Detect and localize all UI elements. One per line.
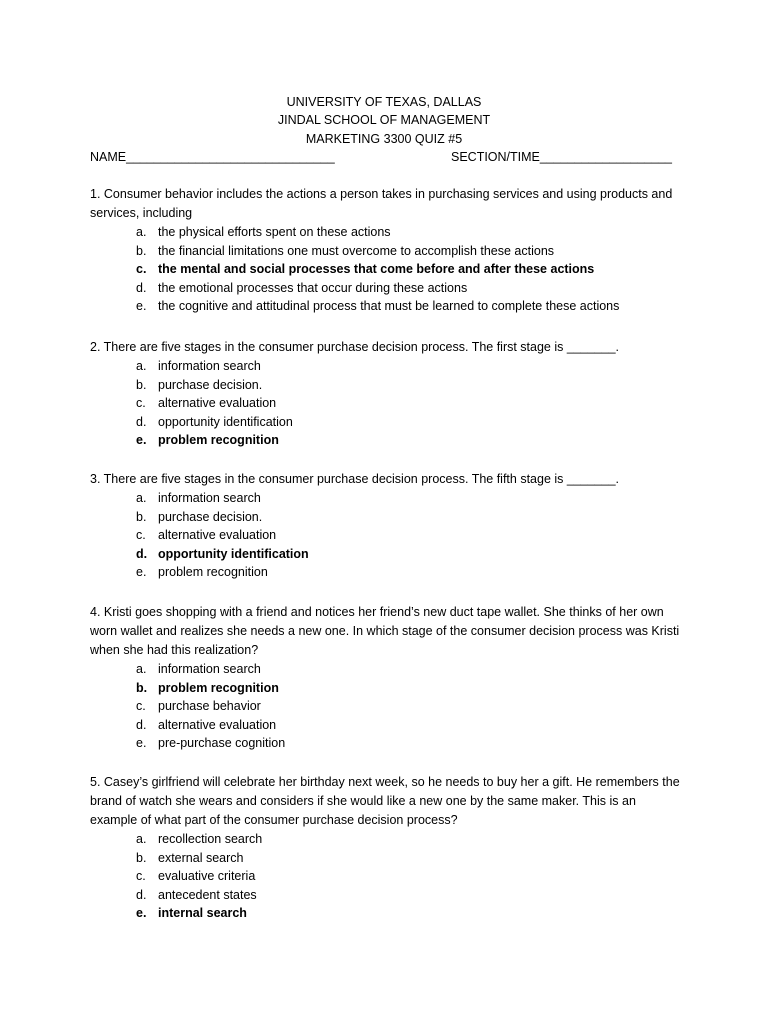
- option-e: e. pre-purchase cognition: [136, 736, 286, 751]
- question-5: [90, 773, 680, 923]
- school-title: JINDAL SCHOOL OF MANAGEMENT: [277, 113, 491, 127]
- option-a: a. recollection search: [136, 832, 263, 846]
- option-a: a. information search: [136, 662, 261, 676]
- question-2: [90, 338, 680, 450]
- option-d: d. antecedent states: [136, 887, 257, 902]
- option-b: b. external search: [136, 850, 244, 865]
- option-c: c. alternative evaluation: [136, 528, 277, 543]
- university-title: UNIVERSITY OF TEXAS, DALLAS: [286, 95, 482, 109]
- option-a: a. information search: [136, 491, 261, 505]
- question-stem: 3. There are five stages in the consumer purchase decision process. The fifth stage is _______.: [90, 472, 620, 486]
- option-c: c. purchase behavior: [136, 699, 261, 714]
- question-stem: 4. Kristi goes shopping with a friend and notices her friend’s new duct tape wallet. She thinks of her own worn wallet and realizes she needs a new one. In which stage of the consumer decision process was Kristi when she had this realization?: [90, 605, 680, 657]
- option-list: [90, 489, 680, 582]
- section-time-field: SECTION/TIME___________________: [451, 150, 672, 164]
- option-list: [90, 223, 680, 316]
- option-d-correct: d. opportunity identification: [136, 546, 309, 561]
- option-d: d. the emotional processes that occur during these actions: [136, 280, 468, 295]
- question-4: [90, 603, 680, 753]
- quiz-title: MARKETING 3300 QUIZ #5: [305, 132, 463, 146]
- option-list: [90, 660, 680, 753]
- option-e-correct: e. internal search: [136, 906, 247, 921]
- option-e: e. the cognitive and attitudinal process that must be learned to complete these actions: [136, 299, 620, 314]
- question-stem: 1. Consumer behavior includes the actions a person takes in purchasing services and using products and services, including: [90, 187, 673, 220]
- option-c: c. evaluative criteria: [136, 869, 256, 884]
- option-e: e. problem recognition: [136, 565, 268, 580]
- option-c-correct: c. the mental and social processes that come before and after these actions: [136, 262, 595, 277]
- option-b: b. purchase decision.: [136, 377, 263, 392]
- option-d: d. alternative evaluation: [136, 717, 277, 732]
- option-b: b. the financial limitations one must overcome to accomplish these actions: [136, 243, 555, 258]
- question-stem: 2. There are five stages in the consumer purchase decision process. The first stage is _______.: [90, 340, 619, 354]
- name-field: NAME______________________________: [90, 150, 335, 164]
- option-a: a. the physical efforts spent on these actions: [136, 225, 391, 239]
- option-b: b. purchase decision.: [136, 509, 263, 524]
- option-list: [90, 830, 680, 923]
- option-b-correct: b. problem recognition: [136, 680, 279, 695]
- option-a: a. information search: [136, 359, 261, 373]
- option-d: d. opportunity identification: [136, 414, 293, 429]
- question-1: [90, 185, 680, 316]
- question-3: [90, 470, 680, 582]
- question-stem: 5. Casey’s girlfriend will celebrate her birthday next week, so he needs to buy her a gift. He remembers the brand of watch she wears and considers if she would like a new one by the same maker. This is an example of what part of the consumer purchase decision process?: [90, 775, 680, 827]
- option-c: c. alternative evaluation: [136, 396, 277, 411]
- option-list: [90, 357, 680, 450]
- option-e-correct: e. problem recognition: [136, 433, 279, 448]
